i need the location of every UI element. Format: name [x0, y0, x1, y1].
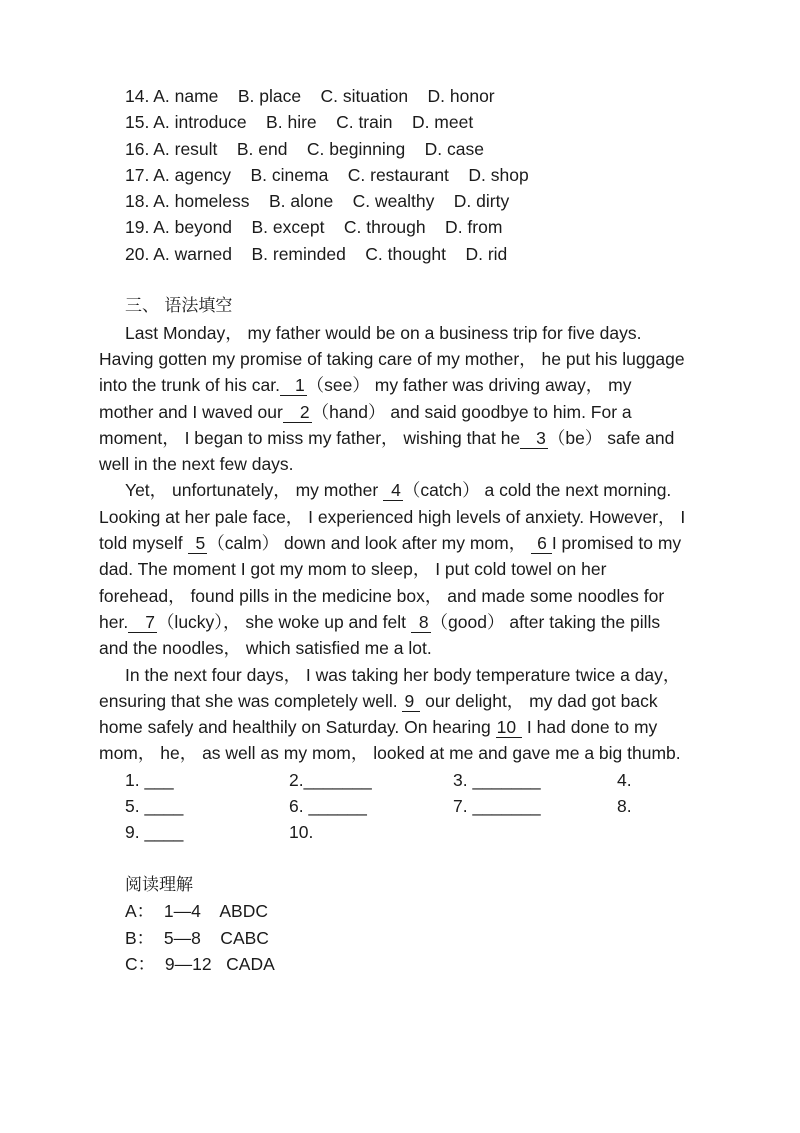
blank-7: 7	[128, 612, 157, 633]
text-run: Having gotten my promise of taking care of my mother， he put his luggage	[99, 348, 685, 369]
text-run: and the noodles， which satisfied me a lot.	[99, 638, 432, 659]
reading-answer: A： 1—4 ABDC	[125, 901, 268, 922]
text-run: Looking at her pale face， I experienced high levels of anxiety. However， I	[99, 506, 686, 527]
question-line: 19. A. beyond B. except C. through D. from	[125, 217, 503, 238]
paragraph-line	[0, 399, 800, 425]
paragraph-line	[0, 688, 800, 714]
text-run: （good） after taking the pills	[430, 611, 661, 632]
answer-blank: 6. ______	[289, 796, 367, 817]
answer-row	[0, 767, 800, 793]
answer-blank: 3. _______	[453, 769, 541, 790]
reading-answer: B： 5—8 CABC	[125, 927, 269, 948]
text-run: home safely and healthily on Saturday. On hearing	[99, 717, 496, 738]
paragraph-line	[0, 583, 800, 609]
answer-blank: 9. ____	[125, 822, 184, 843]
paragraph-line	[0, 556, 800, 582]
text-run: mom， he， as well as my mom， looked at me and gave me a big thumb.	[99, 743, 681, 764]
text-run: mother and I waved our	[99, 401, 283, 422]
document-page	[0, 83, 800, 977]
paragraph-line	[0, 346, 800, 372]
text-run: told myself	[99, 533, 188, 554]
text-run: dad. The moment I got my mom to sleep， I put cold towel on her	[99, 559, 607, 580]
text-run: In the next four days， I was taking her body temperature twice a day，	[125, 664, 681, 685]
question-line: 16. A. result B. end C. beginning D. case	[125, 138, 484, 159]
paragraph-line	[0, 530, 800, 556]
section-heading-grammar: 三、 语法填空	[125, 296, 233, 317]
paragraph-line	[0, 504, 800, 530]
paragraph-line	[0, 477, 800, 503]
text-run: I promised to my	[551, 533, 682, 554]
paragraph-line	[0, 740, 800, 766]
section-heading-reading: 阅读理解	[125, 874, 193, 895]
answer-row	[0, 793, 800, 819]
paragraph-line	[0, 320, 800, 346]
reading-answer: C： 9—12 CADA	[125, 953, 275, 974]
blank-9: 9	[402, 691, 420, 712]
text-run: moment， I began to miss my father， wishing that he	[99, 427, 521, 448]
paragraph-line	[0, 372, 800, 398]
question-line: 20. A. warned B. reminded C. thought D. rid	[125, 243, 508, 264]
blank-2: 2	[283, 402, 312, 423]
paragraph-line	[0, 451, 800, 477]
blank-1: 1	[280, 375, 307, 396]
text-run: our delight， my dad got back	[420, 690, 658, 711]
blank-6: 6	[531, 533, 552, 554]
text-run: （be） safe and	[547, 427, 675, 448]
text-run: （calm） down and look after my mom，	[207, 533, 532, 554]
text-run: （lucky）， she woke up and felt	[156, 611, 411, 632]
text-run: （catch） a cold the next morning.	[402, 480, 672, 501]
paragraph-line	[0, 609, 800, 635]
answer-blank: 8.	[617, 796, 632, 817]
spacer	[0, 267, 800, 293]
text-run: I had done to my	[522, 717, 658, 738]
paragraph-line	[0, 662, 800, 688]
blank-8: 8	[411, 612, 431, 633]
question-line: 14. A. name B. place C. situation D. honor	[125, 86, 495, 106]
text-run: forehead， found pills in the medicine box， and made some noodles for	[99, 585, 665, 606]
blank-3: 3	[520, 428, 548, 449]
paragraph-line	[0, 635, 800, 661]
text-run: her.	[99, 611, 129, 632]
answer-blank: 2._______	[289, 769, 372, 790]
text-run: （see） my father was driving away， my	[306, 375, 632, 396]
answer-blank: 1. ___	[125, 769, 174, 790]
answer-blank: 10.	[289, 822, 314, 843]
question-line: 18. A. homeless B. alone C. wealthy D. dirty	[125, 191, 510, 212]
text-run: into the trunk of his car.	[99, 375, 280, 396]
text-run: ensuring that she was completely well.	[99, 690, 403, 711]
spacer	[0, 846, 800, 872]
text-run: well in the next few days.	[99, 454, 294, 475]
blank-10: 10	[496, 717, 522, 738]
blank-4: 4	[383, 480, 403, 501]
text-run: Last Monday， my father would be on a business trip for five days.	[125, 322, 642, 343]
answer-blank: 7. _______	[453, 796, 541, 817]
answer-grid	[0, 767, 800, 846]
blank-5: 5	[188, 533, 208, 554]
paragraph-line	[0, 425, 800, 451]
text-run: Yet， unfortunately， my mother	[125, 480, 384, 501]
answer-blank: 4.	[617, 769, 632, 790]
multiple-choice-section	[0, 83, 800, 267]
answer-row	[0, 819, 800, 845]
answer-blank: 5. ____	[125, 796, 184, 817]
text-run: （hand） and said goodbye to him. For a	[311, 401, 632, 422]
question-line: 15. A. introduce B. hire C. train D. meet	[125, 112, 474, 133]
paragraph-line	[0, 714, 800, 740]
question-line: 17. A. agency B. cinema C. restaurant D. shop	[125, 164, 529, 185]
grammar-passage	[0, 320, 800, 767]
